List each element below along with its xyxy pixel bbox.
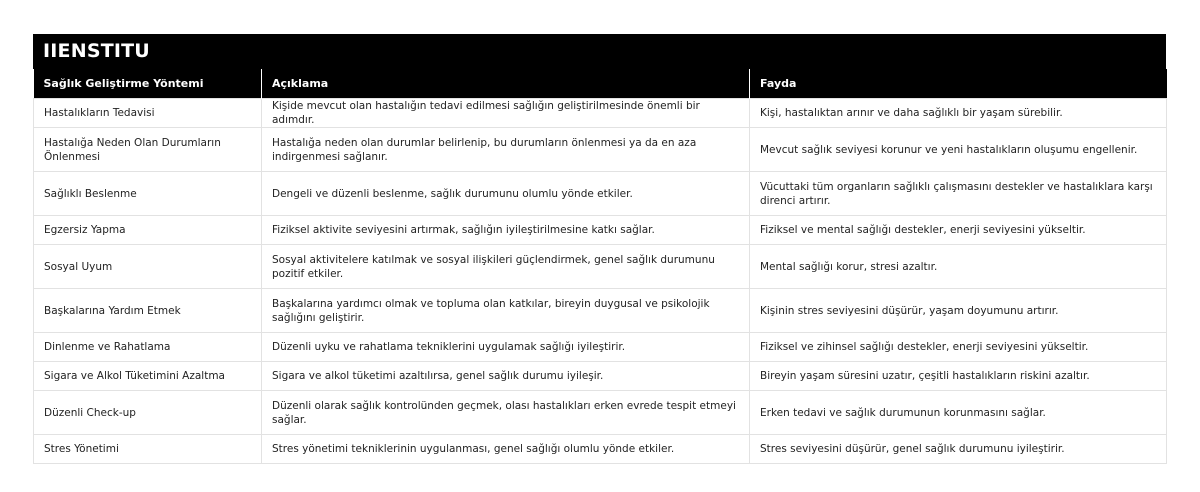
cell-method: Dinlenme ve Rahatlama [34, 333, 262, 362]
health-methods-table [33, 69, 1167, 464]
table-row [34, 391, 1167, 435]
cell-benefit: Mevcut sağlık seviyesi korunur ve yeni hastalıkların oluşumu engellenir. [750, 128, 1167, 172]
cell-description: Düzenli uyku ve rahatlama tekniklerini uygulamak sağlığı iyileştirir. [262, 333, 750, 362]
cell-description: Başkalarına yardımcı olmak ve topluma olan katkılar, bireyin duygusal ve psikolojik sağlığını geliştirir. [262, 289, 750, 333]
cell-benefit: Fiziksel ve zihinsel sağlığı destekler, enerji seviyesini yükseltir. [750, 333, 1167, 362]
cell-benefit: Stres seviyesini düşürür, genel sağlık durumunu iyileştirir. [750, 435, 1167, 464]
cell-benefit: Erken tedavi ve sağlık durumunun korunmasını sağlar. [750, 391, 1167, 435]
table-row [34, 245, 1167, 289]
cell-method: Başkalarına Yardım Etmek [34, 289, 262, 333]
table-row [34, 128, 1167, 172]
cell-description: Hastalığa neden olan durumlar belirlenip, bu durumların önlenmesi ya da en aza indirgenmesi sağlanır. [262, 128, 750, 172]
cell-benefit: Kişinin stres seviyesini düşürür, yaşam doyumunu artırır. [750, 289, 1167, 333]
cell-benefit: Mental sağlığı korur, stresi azaltır. [750, 245, 1167, 289]
content-table-container [33, 34, 1166, 464]
cell-method: Hastalığa Neden Olan Durumların Önlenmesi [34, 128, 262, 172]
brand-banner: IIENSTITU [33, 34, 1166, 69]
column-header-benefit: Fayda [750, 69, 1167, 99]
table-header-row [34, 69, 1167, 99]
table-row [34, 172, 1167, 216]
cell-description: Düzenli olarak sağlık kontrolünden geçmek, olası hastalıkları erken evrede tespit etmeyi sağlar. [262, 391, 750, 435]
table-row [34, 289, 1167, 333]
cell-description: Sigara ve alkol tüketimi azaltılırsa, genel sağlık durumu iyileşir. [262, 362, 750, 391]
table-row [34, 216, 1167, 245]
cell-benefit: Bireyin yaşam süresini uzatır, çeşitli hastalıkların riskini azaltır. [750, 362, 1167, 391]
table-row [34, 435, 1167, 464]
cell-method: Sağlıklı Beslenme [34, 172, 262, 216]
cell-description: Dengeli ve düzenli beslenme, sağlık durumunu olumlu yönde etkiler. [262, 172, 750, 216]
cell-method: Egzersiz Yapma [34, 216, 262, 245]
cell-description: Stres yönetimi tekniklerinin uygulanması, genel sağlığı olumlu yönde etkiler. [262, 435, 750, 464]
column-header-description: Açıklama [262, 69, 750, 99]
cell-method: Düzenli Check-up [34, 391, 262, 435]
cell-benefit: Kişi, hastalıktan arınır ve daha sağlıklı bir yaşam sürebilir. [750, 99, 1167, 128]
table-row [34, 99, 1167, 128]
cell-description: Fiziksel aktivite seviyesini artırmak, sağlığın iyileştirilmesine katkı sağlar. [262, 216, 750, 245]
cell-method: Hastalıkların Tedavisi [34, 99, 262, 128]
cell-method: Sosyal Uyum [34, 245, 262, 289]
cell-method: Stres Yönetimi [34, 435, 262, 464]
cell-description: Sosyal aktivitelere katılmak ve sosyal ilişkileri güçlendirmek, genel sağlık durumunu pozitif etkiler. [262, 245, 750, 289]
cell-benefit: Fiziksel ve mental sağlığı destekler, enerji seviyesini yükseltir. [750, 216, 1167, 245]
table-row [34, 362, 1167, 391]
column-header-method: Sağlık Geliştirme Yöntemi [34, 69, 262, 99]
cell-benefit: Vücuttaki tüm organların sağlıklı çalışmasını destekler ve hastalıklara karşı direnci artırır. [750, 172, 1167, 216]
cell-description: Kişide mevcut olan hastalığın tedavi edilmesi sağlığın geliştirilmesinde önemli bir adımdır. [262, 99, 750, 128]
table-row [34, 333, 1167, 362]
cell-method: Sigara ve Alkol Tüketimini Azaltma [34, 362, 262, 391]
